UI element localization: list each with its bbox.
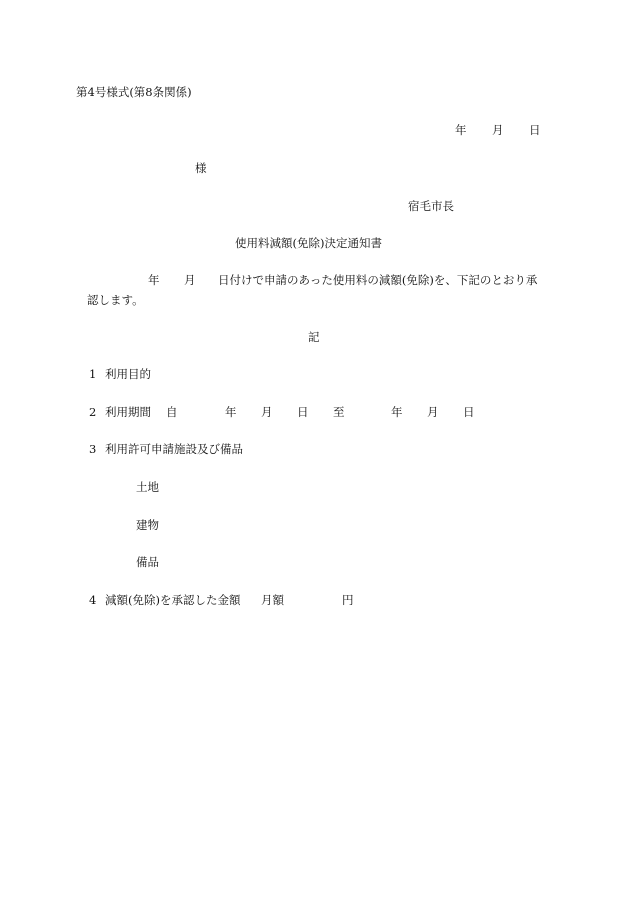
facility-equipment: 備品: [136, 555, 159, 569]
period-from-year: 年: [225, 405, 237, 419]
period-from: 自: [166, 405, 178, 419]
period-to-month: 月: [427, 405, 439, 419]
issuer: 宿毛市長: [408, 199, 454, 213]
item-label: 利用目的: [105, 367, 151, 381]
item-number: 1: [89, 367, 97, 381]
period-to-year: 年: [391, 405, 403, 419]
item-number: 3: [89, 442, 97, 456]
period-to-day: 日: [463, 405, 475, 419]
period-from-day: 日: [297, 405, 309, 419]
amount-monthly: 月額: [261, 593, 284, 607]
issue-date-day: 日: [529, 123, 541, 137]
issue-date-year: 年: [455, 123, 467, 137]
body-month: 月: [184, 273, 196, 287]
period-from-month: 月: [261, 405, 273, 419]
body-year: 年: [148, 273, 160, 287]
form-number: 第4号様式(第8条関係): [76, 85, 192, 99]
item-number: 4: [89, 593, 97, 607]
item-number: 2: [89, 405, 97, 419]
issue-date-month: 月: [492, 123, 504, 137]
document-title: 使用料減額(免除)決定通知書: [235, 236, 382, 250]
item-label: 利用許可申請施設及び備品: [105, 442, 243, 456]
body-line1: 日付けで申請のあった使用料の減額(免除)を、下記のとおり承: [218, 273, 538, 287]
facility-building: 建物: [136, 518, 159, 532]
item-label: 減額(免除)を承認した金額: [105, 593, 241, 607]
body-line2: 認します。: [87, 293, 144, 307]
amount-yen: 円: [342, 593, 354, 607]
ki-heading: 記: [308, 330, 320, 344]
addressee-suffix: 様: [195, 161, 207, 175]
period-to: 至: [333, 405, 345, 419]
item-label: 利用期間: [105, 405, 151, 419]
facility-land: 土地: [136, 480, 159, 494]
